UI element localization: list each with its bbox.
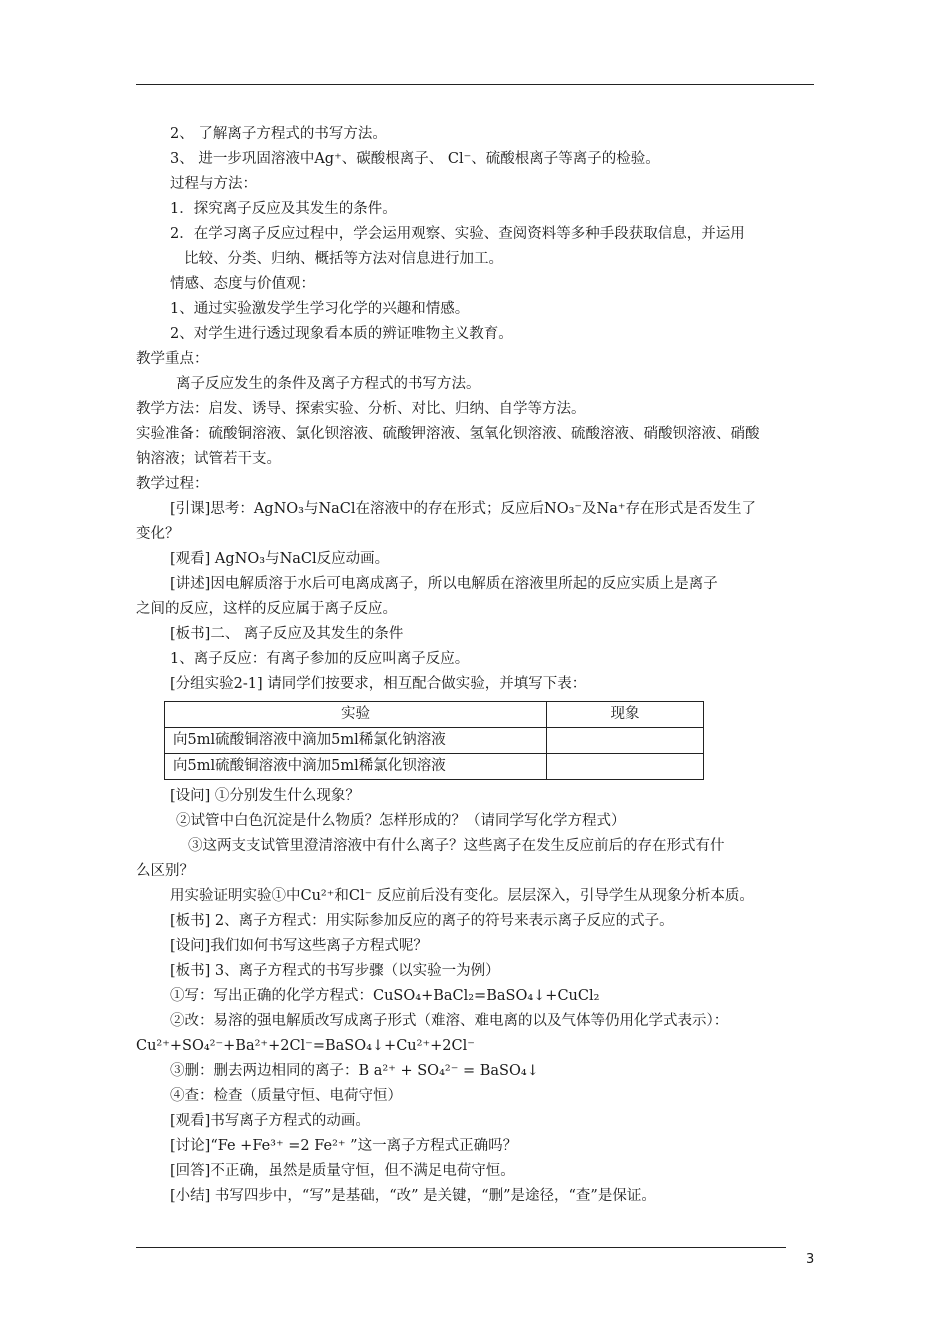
experiment-prep: 实验准备：硫酸铜溶液、氯化钡溶液、硫酸钾溶液、氢氧化钡溶液、硫酸溶液、硝酸钡溶液、硝酸: [136, 426, 760, 442]
board-heading: [板书]二、 离子反应及其发生的条件: [170, 626, 404, 642]
lecture: [讲述]因电解质溶于水后可电离成离子，所以电解质在溶液里所起的反应实质上是离子: [170, 576, 718, 592]
process-item-2-cont: 比较、分类、归纳、概括等方法对信息进行加工。: [184, 251, 503, 267]
watch-equation-animation: [观看]书写离子方程式的动画。: [170, 1113, 370, 1129]
step-check: ④查：检查（质量守恒、电荷守恒）: [170, 1088, 402, 1104]
lecture-cont: 之间的反应，这样的反应属于离子反应。: [136, 601, 397, 617]
step-rewrite: ②改：易溶的强电解质改写成离子形式（难溶、难电离的以及气体等仍用化学式表示）：: [170, 1013, 729, 1029]
section-key-points: 教学重点：: [136, 351, 209, 367]
table-cell-phenomenon: [547, 728, 704, 754]
table-header-row: [165, 702, 704, 728]
section-attitude: 情感、态度与价值观：: [170, 276, 315, 292]
process-item-2: 2．在学习离子反应过程中，学会运用观察、实验、查阅资料等多种手段获取信息，并运用: [170, 226, 745, 242]
step-delete: ③删：删去两边相同的离子：B a²⁺ + SO₄²⁻ = BaSO₄↓: [170, 1063, 539, 1079]
objective-3: 3、 进一步巩固溶液中Ag⁺、碳酸根离子、 Cl⁻、硫酸根离子等离子的检验。: [170, 151, 660, 167]
section-teaching-process: 教学过程：: [136, 476, 209, 492]
ionic-reaction-def: 1、离子反应：有离子参加的反应叫离子反应。: [170, 651, 470, 667]
footer-rule: [136, 1247, 786, 1248]
summary: [小结] 书写四步中，“写”是基础，“改” 是关键，“删”是途径，“查”是保证。: [170, 1188, 656, 1204]
header-rule: [136, 84, 814, 85]
discussion: [讨论]“Fe +Fe³⁺ =2 Fe²⁺ ”这一离子方程式正确吗？: [170, 1138, 518, 1154]
attitude-item-2: 2、对学生进行透过现象看本质的辨证唯物主义教育。: [170, 326, 513, 342]
step-write: ①写：写出正确的化学方程式：CuSO₄+BaCl₂=BaSO₄↓+CuCl₂: [170, 988, 600, 1004]
attitude-item-1: 1、通过实验激发学生学习化学的兴趣和情感。: [170, 301, 470, 317]
writing-steps-heading: [板书] 3、离子方程式的书写步骤（以实验一为例）: [170, 963, 500, 979]
table-row: [165, 728, 704, 754]
answer: [回答]不正确，虽然是质量守恒，但不满足电荷守恒。: [170, 1163, 515, 1179]
experiment-proof: 用实验证明实验①中Cu²⁺和Cl⁻ 反应前后没有变化。层层深入，引导学生从现象分析本质。: [170, 888, 754, 904]
table-header-experiment: 实验: [165, 702, 547, 728]
objective-2: 2、 了解离子方程式的书写方法。: [170, 126, 387, 142]
step-rewrite-equation: Cu²⁺+SO₄²⁻+Ba²⁺+2Cl⁻=BaSO₄↓+Cu²⁺+2Cl⁻: [136, 1038, 475, 1054]
experiment-table: [164, 701, 704, 780]
table-cell-phenomenon: [547, 754, 704, 780]
group-experiment: [分组实验2-1] 请同学们按要求，相互配合做实验，并填写下表：: [170, 676, 587, 692]
table-row: [165, 754, 704, 780]
page-number: 3: [806, 1252, 815, 1267]
intro-question-cont: 变化？: [136, 526, 180, 542]
table-cell-experiment: 向5ml硫酸铜溶液中滴加5ml稀氯化钠溶液: [165, 728, 547, 754]
key-points-text: 离子反应发生的条件及离子方程式的书写方法。: [176, 376, 481, 392]
teaching-methods: 教学方法：启发、诱导、探索实验、分析、对比、归纳、自学等方法。: [136, 401, 586, 417]
section-process-methods: 过程与方法：: [170, 176, 257, 192]
process-item-1: 1．探究离子反应及其发生的条件。: [170, 201, 397, 217]
experiment-prep-cont: 钠溶液；试管若干支。: [136, 451, 281, 467]
question-2: ②试管中白色沉淀是什么物质？怎样形成的？（请同学写化学方程式）: [176, 813, 626, 829]
ionic-equation-def: [板书] 2、离子方程式：用实际参加反应的离子的符号来表示离子反应的式子。: [170, 913, 674, 929]
table-header-phenomenon: 现象: [547, 702, 704, 728]
question-1: [设问] ①分别发生什么现象？: [170, 788, 360, 804]
document-body: [136, 122, 826, 1209]
question-3-cont: 么区别？: [136, 863, 194, 879]
watch-animation: [观看] AgNO₃与NaCl反应动画。: [170, 551, 390, 567]
table-cell-experiment: 向5ml硫酸铜溶液中滴加5ml稀氯化钡溶液: [165, 754, 547, 780]
question-3: ③这两支支试管里澄清溶液中有什么离子？这些离子在发生反应前后的存在形式有什: [188, 838, 725, 854]
intro-question: [引课]思考：AgNO₃与NaCl在溶液中的存在形式；反应后NO₃⁻及Na⁺存在形式是否发生了: [170, 501, 757, 517]
how-to-write-question: [设问]我们如何书写这些离子方程式呢？: [170, 938, 428, 954]
